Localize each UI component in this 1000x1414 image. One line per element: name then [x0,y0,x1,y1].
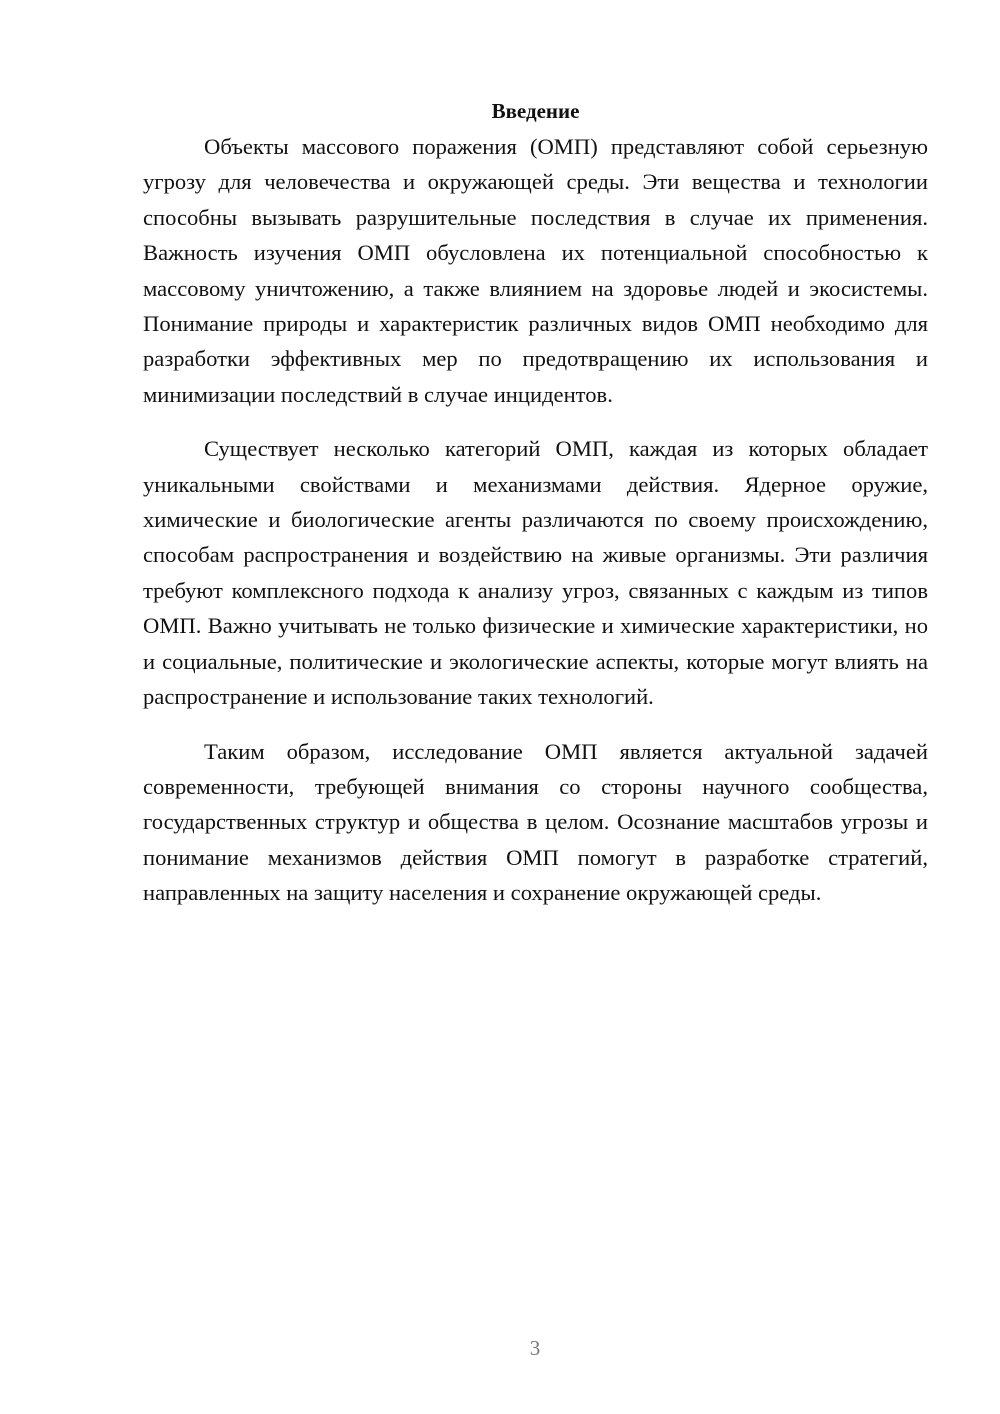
paragraph-2: Существует несколько категорий ОМП, каждая из которых обладает уникальными свойствами и механизмами действия. Ядерное оружие, химические и биологические агенты различаются по своему происхождению, способам распространения и воздействию на живые организмы. Эти различия требуют комплексного подхода к анализу угроз, связанных с каждым из типов ОМП. Важно учитывать не только физические и химические характеристики, но и социальные, политические и экологические аспекты, которые могут влиять на распространение и использование таких технологий. [143,436,928,710]
page-number: 3 [529,1336,541,1360]
section-heading: Введение [491,99,580,123]
paragraph-3: Таким образом, исследование ОМП является актуальной задачей современности, требующей внимания со стороны научного сообщества, государственных структур и общества в целом. Осознание масштабов угрозы и понимание механизмов действия ОМП помогут в разработке стратегий, направленных на защиту населения и сохранение окружающей среды. [143,738,928,906]
page-content [143,94,928,911]
paragraph-1: Объекты массового поражения (ОМП) представляют собой серьезную угрозу для человечества и окружающей среды. Эти вещества и технологии способны вызывать разрушительные последствия в случае их применения. Важность изучения ОМП обусловлена их потенциальной способностью к массовому уничтожению, а также влиянием на здоровье людей и экосистемы. Понимание природы и характеристик различных видов ОМП необходимо для разработки эффективных мер по предотвращению их использования и минимизации последствий в случае инцидентов. [143,134,928,407]
